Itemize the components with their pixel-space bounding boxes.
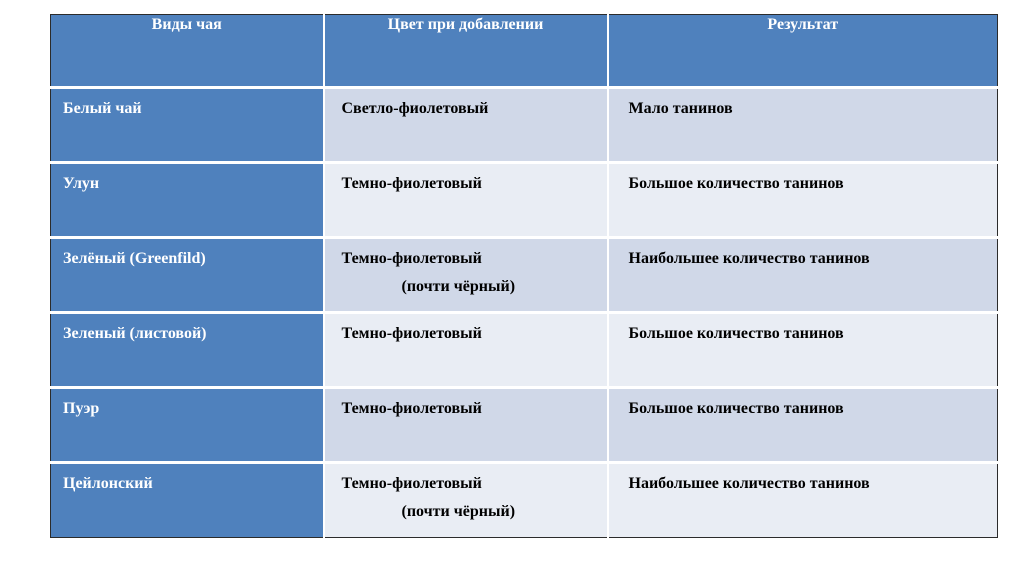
color-note: (почти чёрный) [401,278,516,295]
table-row [51,238,998,313]
color-cell [324,463,608,538]
color-text: Темно-фиолетовый [341,325,482,342]
header-color: Цвет при добавлении [324,15,608,88]
color-cell [324,388,608,463]
tea-type-cell: Пуэр [51,388,324,463]
result-cell: Мало танинов [608,88,998,163]
header-result: Результат [608,15,998,88]
result-cell: Большое количество танинов [608,388,998,463]
color-text: Темно-фиолетовый [341,400,482,417]
color-text: Темно-фиолетовый [341,475,482,492]
color-cell [324,163,608,238]
tea-type-cell: Зеленый (листовой) [51,313,324,388]
result-cell: Наибольшее количество танинов [608,238,998,313]
tea-type-cell: Улун [51,163,324,238]
table-row [51,313,998,388]
table-row [51,463,998,538]
color-note: (почти чёрный) [401,503,516,520]
tea-type-cell: Зелёный (Greenfild) [51,238,324,313]
tea-type-cell: Белый чай [51,88,324,163]
color-cell [324,88,608,163]
tea-type-cell: Цейлонский [51,463,324,538]
color-text: Светло-фиолетовый [341,100,489,117]
color-cell [324,238,608,313]
table-header-row [51,15,998,88]
tea-tannin-table [50,14,998,538]
table-row [51,388,998,463]
result-cell: Наибольшее количество танинов [608,463,998,538]
color-text: Темно-фиолетовый [341,175,482,192]
color-text: Темно-фиолетовый [341,250,482,267]
header-tea-type: Виды чая [51,15,324,88]
table-row [51,88,998,163]
color-cell [324,313,608,388]
result-cell: Большое количество танинов [608,313,998,388]
result-cell: Большое количество танинов [608,163,998,238]
table-row [51,163,998,238]
